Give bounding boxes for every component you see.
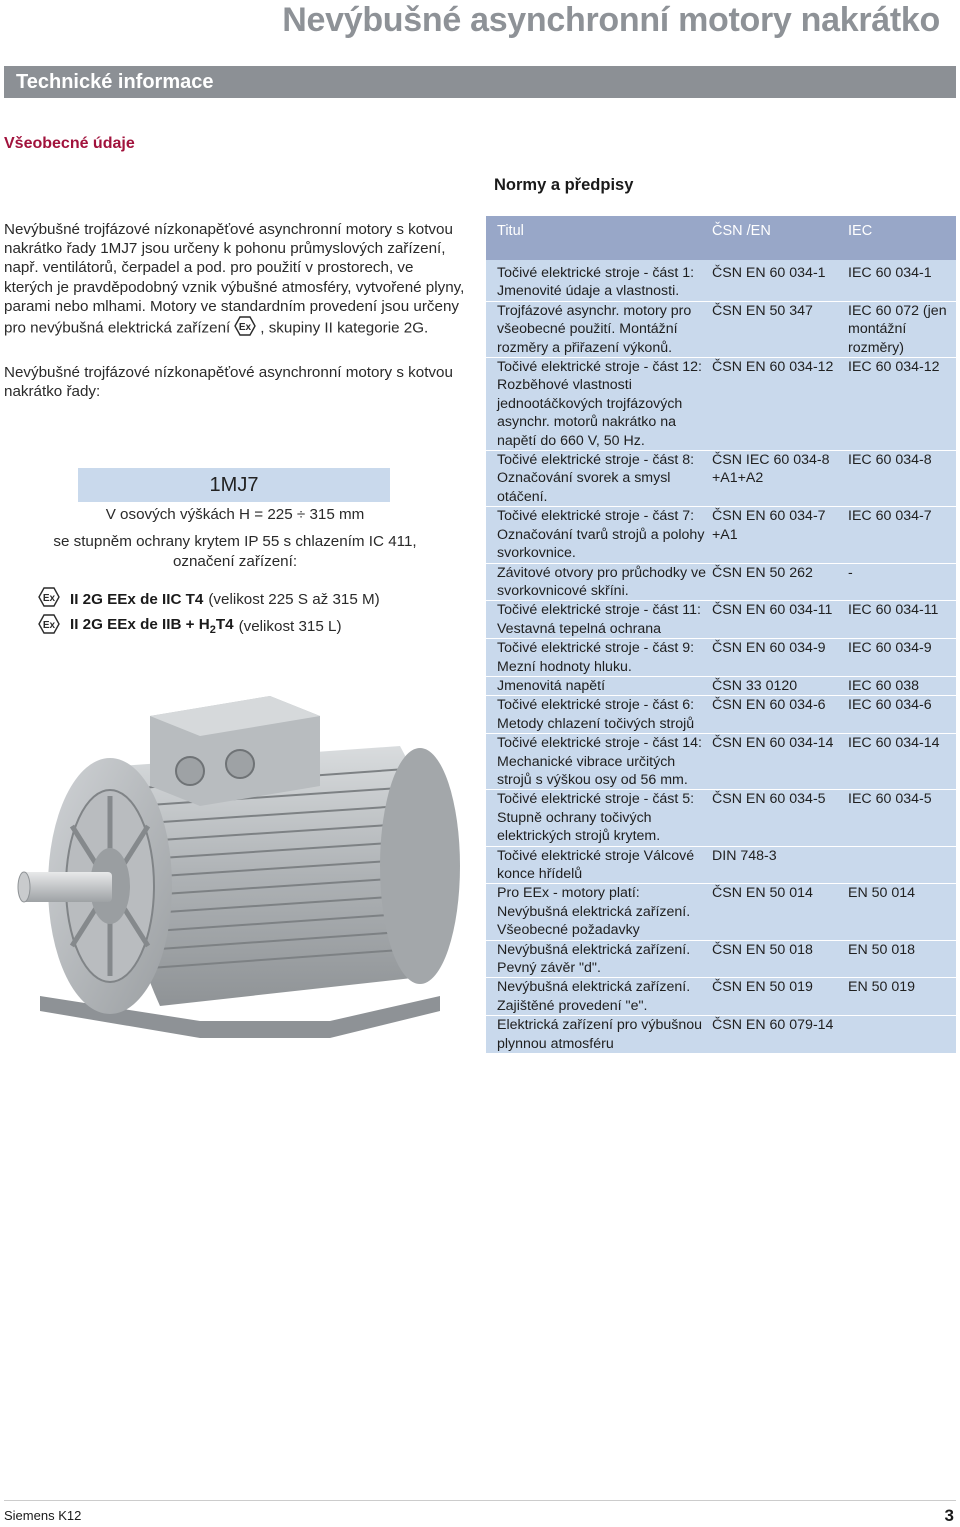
table-row [486,451,956,507]
norm-iec-cell: IEC 60 034-11 [848,602,939,619]
norm-iec-cell: IEC 60 034-12 [848,359,940,376]
ex-mark-text: Ex [42,593,56,604]
norms-heading: Normy a předpisy [494,176,634,194]
norms-table [486,216,956,1053]
norm-iec-cell: IEC 60 034-7 [848,508,932,525]
table-row [486,601,956,639]
col-csn: ČSN /EN [712,223,771,239]
norm-title-cell: Točivé elektrické stroje - část 8: Označování svorek a smysl otáčení. [497,452,695,505]
norm-csn-cell: ČSN EN 60 034-6 [712,697,826,714]
marking-2-code-b: T4 [215,615,234,633]
norm-title-cell: Elektrická zařízení pro výbušnou plynnou atmosféru [497,1017,703,1052]
norm-title-cell: Točivé elektrické stroje - část 6: Metody chlazení točivých strojů [497,697,695,732]
table-row [486,734,956,790]
norm-title-cell: Pro EEx - motory platí: Nevýbušná elektrická zařízení. Všeobecné požadavky [497,885,691,939]
marking-2-size: (velikost 315 L) [238,617,342,635]
norm-title-cell: Točivé elektrické stroje Válcové konce hřídelů [497,847,695,882]
col-iec: IEC [848,223,873,239]
norm-csn-cell: ČSN EN 60 034-7 +A1 [712,508,826,543]
motor-image [0,676,466,1056]
norm-csn-cell: ČSN EN 60 034-9 [712,640,826,657]
ex-mark-icon [234,316,256,341]
series-box: 1MJ7 [78,468,390,502]
norm-iec-cell: EN 50 014 [848,885,916,902]
norm-title-cell: Nevýbušná elektrická zařízení. Pevný závěr "d". [497,941,691,977]
norm-csn-cell: ČSN EN 50 262 [712,564,813,581]
table-row [486,978,956,1016]
section-bar: Technické informace [4,66,956,98]
norm-title-cell: Jmenovitá napětí [497,677,606,694]
norm-csn-cell: ČSN IEC 60 034-8 +A1+A2 [712,452,830,487]
norm-title-cell: Točivé elektrické stroje - část 9: Mezní hodnoty hluku. [497,640,695,675]
marking-row-2 [38,614,342,638]
table-row [486,358,956,451]
norm-iec-cell: IEC 60 034-5 [848,791,932,808]
norm-title-cell: Točivé elektrické stroje - část 1: Jmenovité údaje a vlastnosti. [497,265,695,300]
norm-iec-cell: IEC 60 034-14 [848,735,940,752]
norm-iec-cell: IEC 60 038 [848,677,919,694]
norm-title-cell: Točivé elektrické stroje - část 14: Mechanické vibrace určitých strojů s výškou osy od 56 mm. [497,735,703,788]
col-title: Titul [497,223,524,239]
table-row [486,847,956,885]
norms-body [486,260,956,1053]
table-row [486,677,956,696]
table-row [486,1016,956,1053]
footer-publisher: Siemens K12 [4,1508,82,1523]
norm-csn-cell: ČSN EN 50 014 [712,885,813,902]
general-paragraph-1 [4,220,466,341]
marking-label: označení zařízení: [172,553,298,570]
norm-title-cell: Závitové otvory pro průchodky ve svorkovnicové skříni. [497,564,706,599]
norm-title-cell: Točivé elektrické stroje - část 7: Označování tvarů strojů a polohy svorkovnice. [497,508,705,562]
norm-csn-cell: ČSN EN 60 034-5 [712,791,826,808]
table-row [486,264,956,302]
marking-1-code: II 2G EEx de IIC T4 [70,590,204,608]
norm-csn-cell: ČSN EN 60 034-14 [712,735,834,752]
table-row [486,639,956,677]
norm-title-cell: Točivé elektrické stroje - část 11: Vestavná tepelná ochrana [497,602,701,637]
table-row [486,564,956,602]
footer-divider [4,1500,956,1501]
general-text [4,220,466,402]
norm-csn-cell: ČSN EN 60 034-12 [712,359,834,376]
norm-iec-cell: IEC 60 034-8 [848,452,932,469]
norm-title-cell: Nevýbušná elektrická zařízení. Zajištěné provedení "e". [497,979,691,1014]
page-title: Nevýbušné asynchronní motory nakrátko [282,1,940,39]
ex-mark-icon [38,614,60,638]
norm-iec-cell [848,847,956,884]
marking-1-size: (velikost 225 S až 315 M) [208,590,380,608]
norm-iec-cell: - [848,564,853,581]
paragraph-1-text: Nevýbušné trojfázové nízkonapěťové asynchronní motory s kotvou nakrátko řady 1MJ7 jsou určeny k pohonu průmyslových zařízení, např. ventilátorů, čerpadel a pod. pro použití v prostorech, ve kterých je pravděpodobný vznik výbušné atmosféry, vytvořené plyny, parami nebo mlhami. Motory ve standardním provedení jsou určeny pro nevýbušná elektrická zařízení [4,221,465,337]
norm-csn-cell: ČSN EN 50 347 [712,302,813,319]
norm-csn-cell: ČSN EN 60 079-14 [712,1017,834,1034]
heights-line: V osových výškách H = 225 ÷ 315 mm [105,506,365,523]
norm-iec-cell: EN 50 018 [848,941,916,958]
ex-mark-text: Ex [239,322,252,334]
table-row [486,302,956,358]
norm-csn-cell: DIN 748-3 [712,847,777,864]
marking-2-code [70,616,234,636]
general-paragraph-2: Nevýbušné trojfázové nízkonapěťové asynchronní motory s kotvou nakrátko řady: [4,364,453,401]
norm-csn-cell: ČSN 33 0120 [712,677,798,694]
ex-mark-text: Ex [42,620,56,631]
table-row [486,884,956,940]
general-heading: Všeobecné údaje [4,135,135,152]
table-row [486,507,956,563]
norm-iec-cell: EN 50 019 [848,979,916,996]
norm-csn-cell: ČSN EN 60 034-11 [712,602,833,619]
norm-iec-cell: IEC 60 034-6 [848,697,932,714]
norm-iec-cell: IEC 60 072 (jen montážní rozměry) [848,302,947,356]
norm-iec-cell: IEC 60 034-9 [848,640,932,657]
page-number: 3 [944,1506,954,1525]
marking-2-code-a: II 2G EEx de IIB + H [70,615,210,633]
table-row [486,790,956,846]
norm-csn-cell: ČSN EN 50 018 [712,941,813,958]
protection-line: se stupněm ochrany krytem IP 55 s chlazením IC 411, [53,533,417,550]
norm-iec-cell: IEC 60 034-1 [848,265,932,281]
norm-title-cell: Točivé elektrické stroje - část 12: Rozběhové vlastnosti jednootáčkových trojfázových asynchr. motorů nakrátko na napětí do 660 V, 50 Hz. [497,359,703,449]
norm-iec-cell [848,1016,956,1053]
table-row [486,941,956,979]
norm-csn-cell: ČSN EN 50 019 [712,979,813,996]
table-row [486,696,956,734]
ex-mark-icon [38,587,60,611]
marking-row-1 [38,587,380,611]
norms-header-row [486,216,956,260]
marking-2-subscript: 2 [209,624,216,637]
norm-csn-cell: ČSN EN 60 034-1 [712,265,826,281]
norm-title-cell: Točivé elektrické stroje - část 5: Stupně ochrany točivých elektrických strojů krytem. [497,791,695,845]
norm-title-cell: Trojfázové asynchr. motory pro všeobecné použití. Montážní rozměry a přiřazení výkonů. [497,302,692,356]
paragraph-1-end: , skupiny II kategorie 2G. [260,319,429,337]
